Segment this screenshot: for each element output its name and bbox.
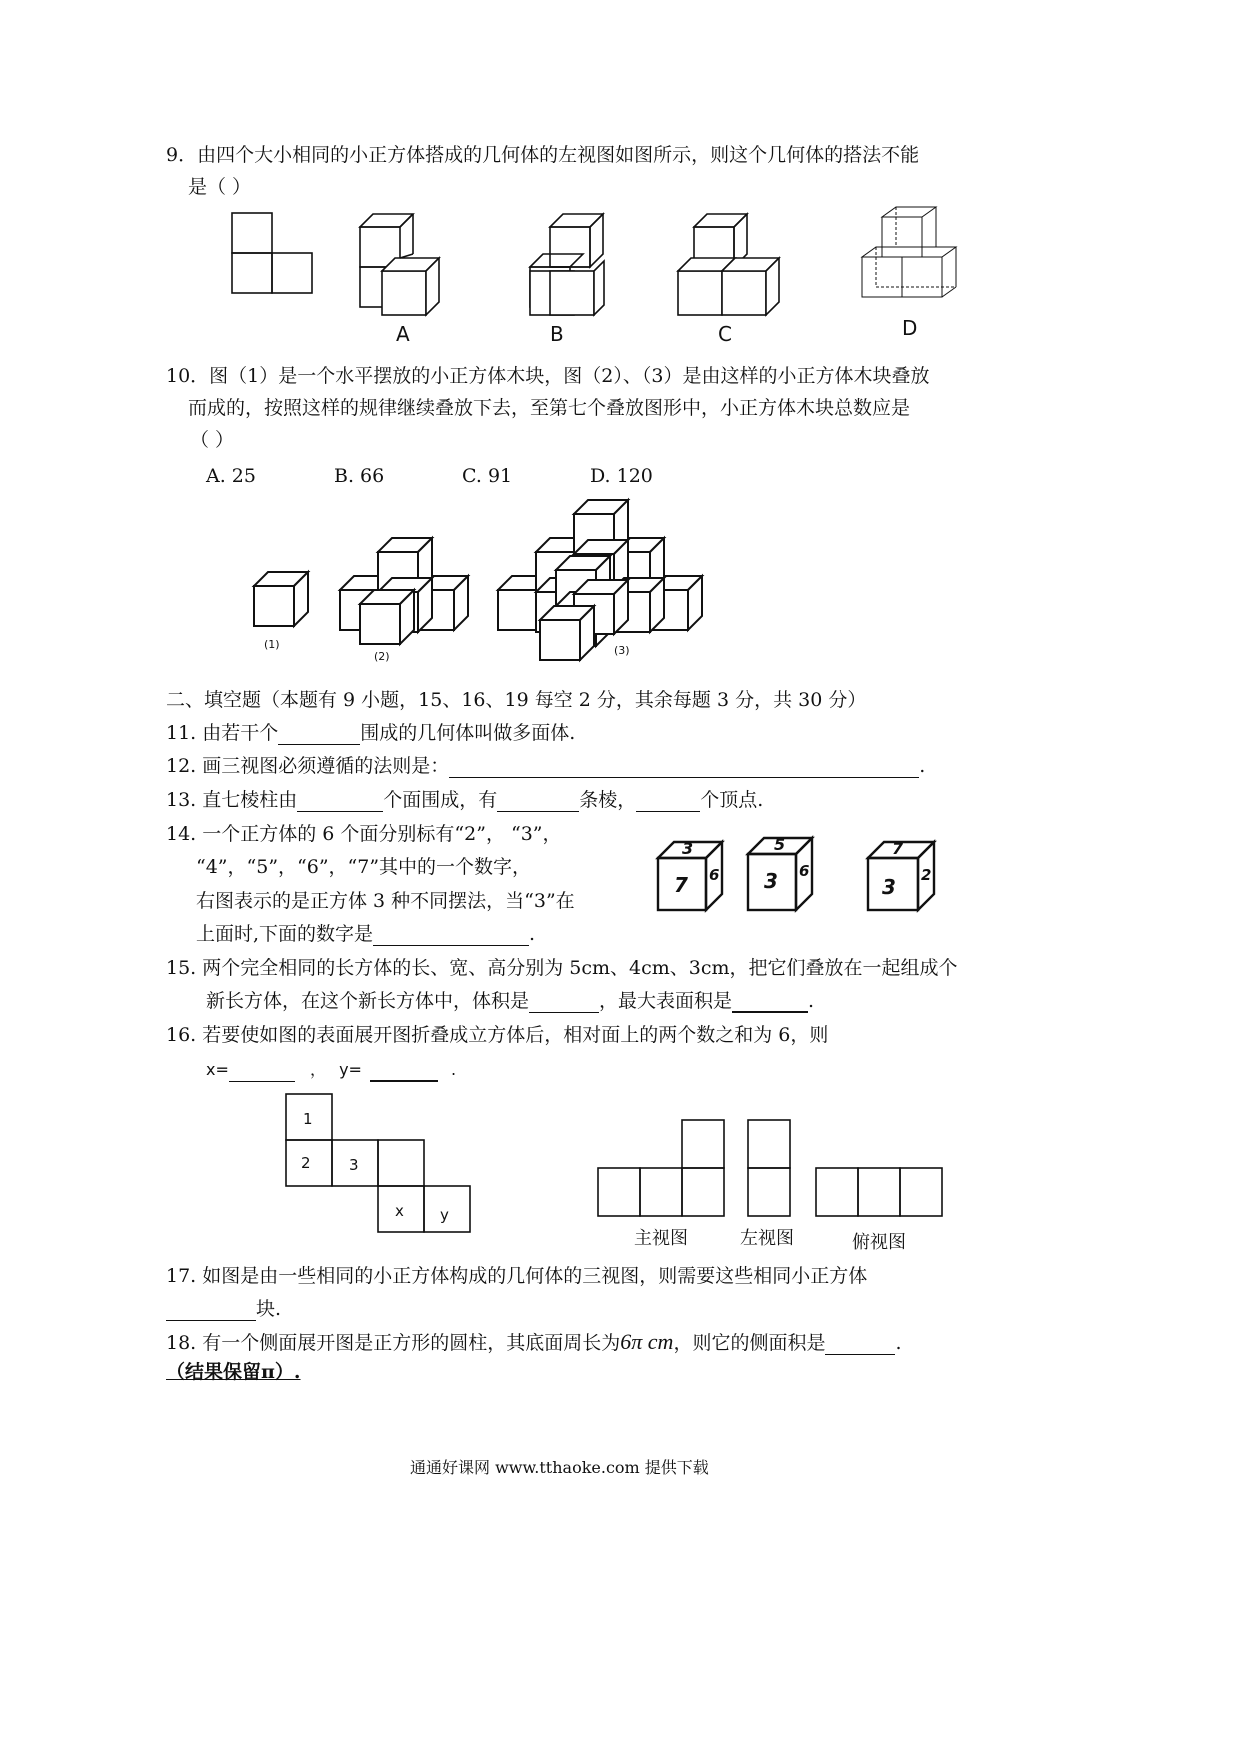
left-view — [748, 1120, 790, 1216]
q13-blank-vertices[interactable] — [636, 791, 700, 812]
svg-text:6: 6 — [709, 866, 720, 884]
top-view — [816, 1168, 942, 1216]
front-view — [598, 1120, 724, 1216]
q16-line1: 16. 若要使如图的表面展开图折叠成立方体后，相对面上的两个数之和为 6，则 — [166, 1024, 829, 1046]
q16-blank-x[interactable] — [229, 1065, 295, 1082]
q17-line1: 17. 如图是由一些相同的小正方体构成的几何体的三视图，则需要这些相同小正方体 — [166, 1265, 868, 1287]
q10-figure-3 — [498, 500, 702, 660]
q15-line2: 新长方体，在这个新长方体中，体积是 ，最大表面积是 . — [206, 990, 815, 1012]
q13-blank-faces[interactable] — [297, 791, 383, 812]
svg-text:7: 7 — [674, 873, 688, 897]
q10-figure-1 — [254, 572, 308, 626]
q10-label-3: (3) — [614, 644, 630, 657]
q14-line1: 14. 一个正方体的 6 个面分别标有“2”， “3”， — [166, 823, 562, 845]
net-label-y: y — [440, 1206, 449, 1224]
q9-line2: 是（ ） — [188, 176, 252, 198]
net-label-1: 1 — [303, 1110, 313, 1128]
q9-label-a: A — [396, 322, 410, 346]
q14-die-2 — [748, 835, 812, 910]
q10-choice-d: D. 120 — [590, 465, 653, 487]
q9-option-c-figure — [678, 214, 779, 315]
q10-line3: （ ） — [190, 429, 235, 451]
footer: 通通好课网 www.tthaoke.com 提供下载 — [410, 1458, 709, 1477]
q16-cube-net — [280, 1090, 480, 1240]
net-label-2: 2 — [301, 1154, 311, 1172]
q18-blank[interactable] — [825, 1334, 895, 1355]
q16-blank-y[interactable] — [370, 1064, 438, 1082]
q15-blank-area[interactable] — [732, 991, 808, 1013]
q9-option-a-figure — [360, 214, 439, 315]
net-label-3: 3 — [349, 1156, 359, 1174]
q15-line1: 15. 两个完全相同的长方体的长、宽、高分别为 5cm、4cm、3cm，把它们叠放在一起组成个 — [166, 957, 958, 979]
q10-label-1: (1) — [264, 638, 280, 651]
section2-heading: 二、填空题（本题有 9 小题，15、16、19 每空 2 分，其余每题 3 分，共 30 分） — [166, 689, 867, 711]
q14-dice — [650, 830, 950, 920]
svg-text:7: 7 — [892, 839, 904, 858]
q10-figures — [240, 490, 720, 670]
q14-die-1 — [658, 839, 722, 910]
q14-die-3 — [868, 839, 934, 910]
q9-figures — [220, 205, 980, 350]
q18: 18. 有一个侧面展开图是正方形的圆柱，其底面周长为6π cm，则它的侧面积是 . — [166, 1329, 902, 1354]
top-view-label: 俯视图 — [852, 1232, 906, 1253]
q16-answers: x= ， y= . — [206, 1058, 456, 1082]
q18-note: （结果保留π）. — [166, 1361, 301, 1383]
q10-choice-c: C. 91 — [462, 465, 513, 487]
q9-label-c: C — [718, 322, 732, 346]
front-view-label: 主视图 — [634, 1228, 688, 1249]
q10-line2: 而成的，按照这样的规律继续叠放下去，至第七个叠放图形中，小正方体木块总数应是 — [188, 397, 911, 419]
q14-line2: “4”，“5”，“6”，“7”其中的一个数字， — [196, 856, 532, 878]
svg-text:3: 3 — [882, 875, 896, 899]
q14-line4: 上面时,下面的数字是 . — [196, 923, 536, 945]
q9-option-d-figure — [862, 207, 956, 297]
q15-blank-volume[interactable] — [529, 992, 599, 1013]
q9-label-d: D — [902, 316, 918, 340]
q12: 12. 画三视图必须遵循的法则是： . — [166, 755, 926, 777]
q10-figure-2 — [340, 538, 468, 644]
q13-blank-edges[interactable] — [497, 791, 579, 812]
svg-text:2: 2 — [921, 866, 932, 884]
q10-line1: 10．图（1）是一个水平摆放的小正方体木块，图（2）、（3）是由这样的小正方体木块叠放 — [166, 365, 930, 387]
q17-blank[interactable] — [166, 1300, 256, 1321]
q13: 13. 直七棱柱由 个面围成，有 条棱， 个顶点. — [166, 789, 764, 811]
q9-option-b-figure — [530, 214, 604, 315]
q11: 11. 由若干个 围成的几何体叫做多面体. — [166, 722, 576, 744]
q18-formula: 6π cm — [620, 1329, 674, 1354]
svg-text:3: 3 — [764, 869, 778, 893]
q10-choice-b: B. 66 — [334, 465, 385, 487]
q12-blank[interactable] — [449, 757, 919, 778]
svg-text:6: 6 — [799, 862, 810, 880]
q10-label-2: (2) — [374, 650, 390, 663]
q11-blank[interactable] — [278, 724, 360, 745]
svg-text:5: 5 — [774, 835, 786, 854]
net-label-x: x — [395, 1202, 404, 1220]
q10-choice-a: A. 25 — [206, 465, 256, 487]
q9-left-view — [232, 213, 312, 293]
q17-line2: 块. — [166, 1297, 281, 1321]
q9-line1: 9．由四个大小相同的小正方体搭成的几何体的左视图如图所示，则这个几何体的搭法不能 — [166, 144, 920, 166]
q17-three-views — [590, 1112, 950, 1257]
q14-line3: 右图表示的是正方体 3 种不同摆法，当“3”在 — [196, 890, 575, 912]
left-view-label: 左视图 — [740, 1228, 794, 1249]
q14-blank[interactable] — [373, 925, 529, 946]
svg-text:3: 3 — [682, 839, 694, 858]
q9-label-b: B — [550, 322, 564, 346]
